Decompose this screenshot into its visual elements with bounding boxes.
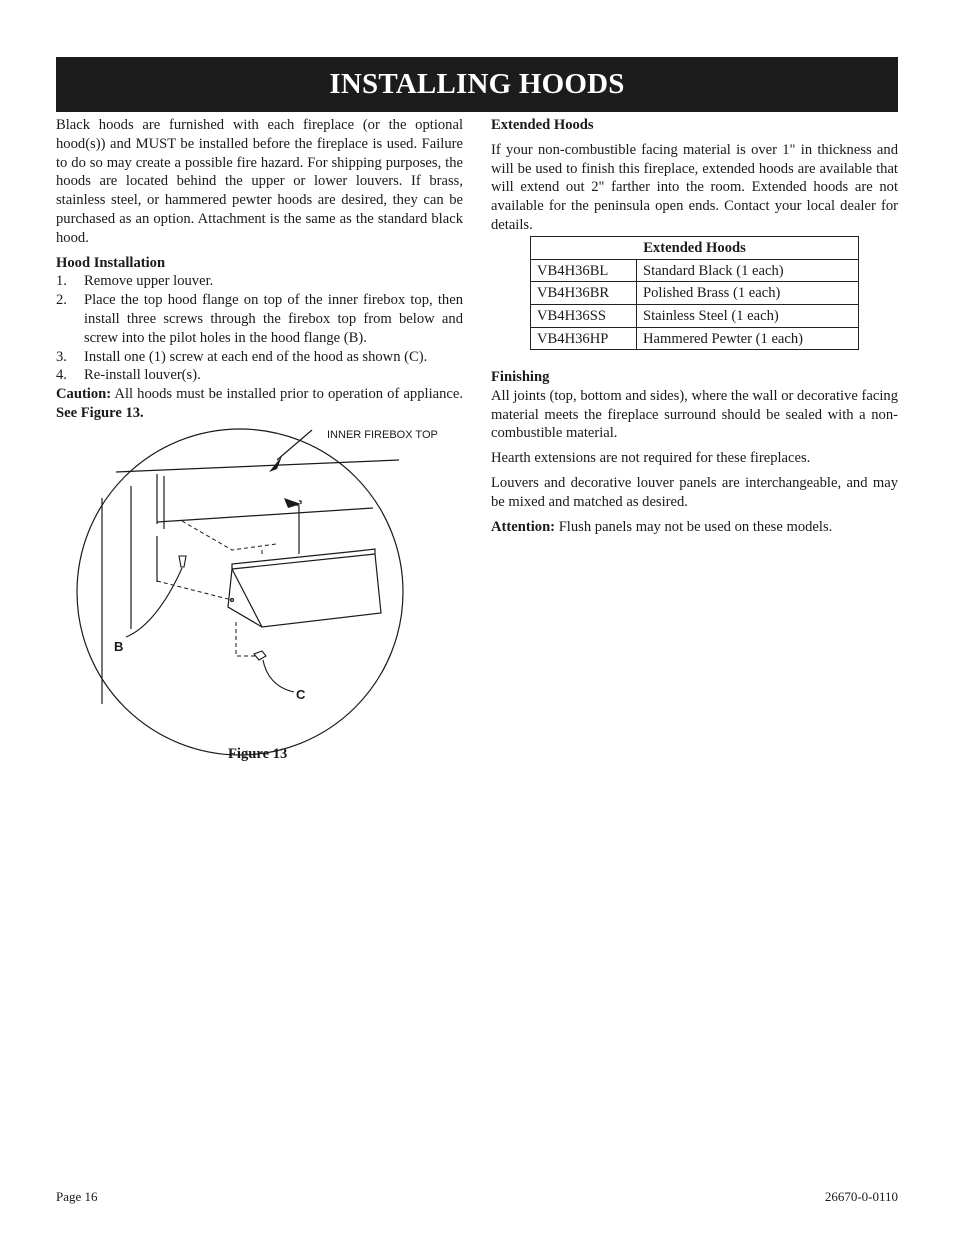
hood-flange: [232, 549, 375, 569]
page-number: Page 16: [56, 1189, 98, 1204]
part-number: VB4H36BL: [531, 259, 637, 282]
page-title: INSTALLING HOODS: [56, 57, 898, 112]
callout-b-label: B: [114, 639, 124, 654]
part-number: VB4H36HP: [531, 327, 637, 350]
hidden-edge: [157, 581, 232, 600]
hood-front-face: [232, 554, 381, 627]
callout-b-line: [126, 568, 182, 637]
louvers-paragraph: Louvers and decorative louver panels are interchangeable, and may be mixed and matched as desired.: [491, 474, 898, 510]
extended-hoods-paragraph: If your non-combustible facing material is over 1" in thickness and will be used to finish this fireplace, extended hoods are available that will extend out 2" farther into the room. Extended hoods are not available for the peninsula open ends. Contact your local dealer for details.: [491, 141, 898, 233]
hidden-edge: [182, 521, 276, 550]
document-number: 26670-0-0110: [824, 1189, 898, 1204]
table-row: [531, 282, 859, 305]
arrow-head: [269, 456, 282, 472]
callout-c-label: C: [296, 687, 306, 702]
callout-c-line: [263, 660, 294, 692]
part-description: Standard Black (1 each): [637, 259, 859, 282]
figure-caption: Figure 13: [228, 746, 288, 762]
hidden-edge: [236, 622, 256, 656]
table-title: Extended Hoods: [531, 237, 859, 260]
step-item: 3. Install one (1) screw at each end of the hood as shown (C).: [56, 348, 428, 365]
hood-installation-heading: Hood Installation: [56, 254, 166, 271]
hood-installation-diagram: [56, 424, 463, 769]
part-description: Stainless Steel (1 each): [637, 305, 859, 328]
intro-paragraph: Black hoods are furnished with each fireplace (or the optional hood(s)) and MUST be installed before the fireplace is used. Failure to do so may create a possible fire hazard. For shipping purposes, the hoods are located behind the upper or lower louvers. If brass, stainless steel, or hammered pewter hoods are desired, they can be purchased as an option. Attachment is the same as the standard black hood.: [56, 117, 463, 246]
screw-b: [179, 556, 186, 567]
table-row: [531, 259, 859, 282]
step-item: 2. Place the top hood flange on top of the inner firebox top, then install three screws through the firebox top from below and screw into the pilot holes in the hood flange (B).: [56, 292, 463, 346]
figure-13: [56, 424, 463, 769]
arrow-shaft: [290, 502, 299, 554]
inner-firebox-top-label: INNER FIREBOX TOP: [327, 429, 438, 441]
finishing-paragraph: All joints (top, bottom and sides), where the wall or decorative facing material meets the fireplace surround should be sealed with a non-combustible material.: [491, 387, 898, 442]
part-description: Hammered Pewter (1 each): [637, 327, 859, 350]
extended-hoods-heading: Extended Hoods: [491, 117, 594, 133]
screw-c: [254, 651, 266, 660]
installation-steps: [56, 272, 463, 385]
firebox-top-edge: [116, 460, 399, 472]
right-column: [491, 116, 898, 235]
hearth-paragraph: Hearth extensions are not required for these fireplaces.: [491, 450, 811, 467]
firebox-front-edge: [157, 508, 373, 522]
table-row: [531, 305, 859, 328]
table-row: [531, 327, 859, 350]
part-number: VB4H36SS: [531, 305, 637, 328]
step-item: 4. Re-install louver(s).: [56, 367, 201, 384]
attention-note: Attention: Flush panels may not be used on these models.: [491, 518, 833, 535]
caution-note: Caution: All hoods must be installed prior to operation of appliance. See Figure 13.: [56, 386, 463, 421]
part-number: VB4H36BR: [531, 282, 637, 305]
left-column: [56, 116, 463, 423]
extended-hoods-table: [530, 236, 859, 350]
table-header-row: [531, 237, 859, 260]
step-item: 1. Remove upper louver.: [56, 273, 214, 290]
finishing-heading: Finishing: [491, 369, 550, 385]
detail-circle: [77, 429, 403, 755]
part-description: Polished Brass (1 each): [637, 282, 859, 305]
finishing-section: [491, 368, 898, 536]
